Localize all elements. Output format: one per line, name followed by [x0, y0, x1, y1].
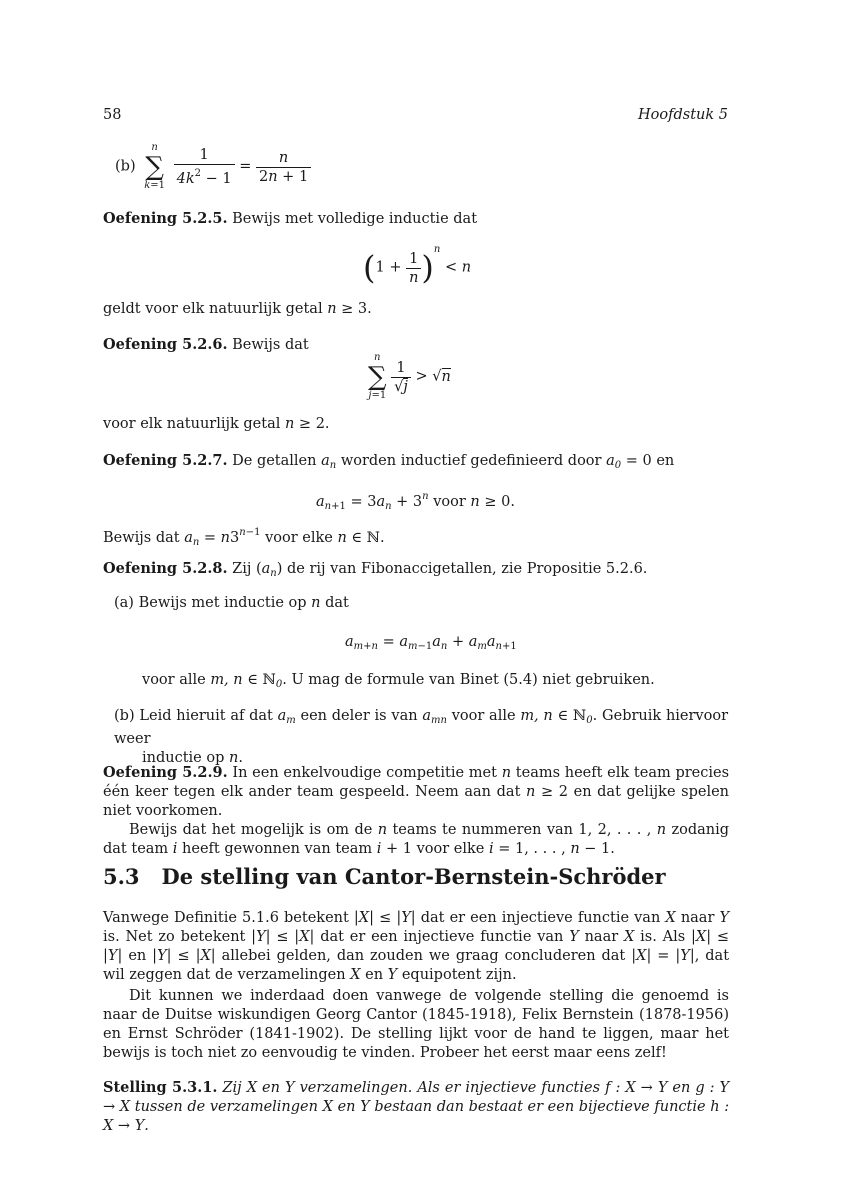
body-text: naar	[584, 929, 619, 945]
body-text: equipotent zijn.	[401, 967, 517, 983]
exercise-text: Bewijs dat het mogelijk is om de	[129, 822, 373, 838]
body-text: dat er een injectieve functie van	[420, 910, 661, 926]
body-text: en	[128, 948, 147, 964]
formula-text: voor	[433, 494, 466, 510]
exercise-text: geldt voor elk natuurlijk getal	[103, 301, 323, 317]
theorem-text: bestaan dan bestaat er een bijectieve functie	[374, 1099, 706, 1115]
exercise-5-2-5	[103, 209, 729, 229]
theorem-label: Stelling 5.3.1.	[103, 1079, 218, 1096]
exercise-text: zodanig dat team	[103, 822, 730, 857]
section-paragraph-1: Vanwege Definitie 5.1.6 betekent |X| ≤ |Y| dat er een injectieve functie van X naar Y is. Net zo betekent |Y| ≤ |X| dat er een injectieve functie van Y naar X is. Als |X| ≤ |Y| en |Y| ≤ |X| allebei gelden, dan zouden we graag concluderen dat |X| = |Y|, dat wil zeggen dat de verzamelingen X en Y equipotent zijn.	[103, 910, 730, 983]
exercise-5-2-8-a-after: voor alle m, n ∈ ℕ$_0$. U mag de formule van Binet (5.4) niet gebruiken.	[142, 672, 655, 690]
exercise-text: Bewijs met volledige inductie dat	[232, 211, 478, 227]
theorem-text: tussen de verzamelingen	[134, 1099, 318, 1115]
exercise-text: een deler is van	[300, 708, 418, 724]
exercise-text: Zij	[232, 561, 252, 577]
theorem-text: en	[672, 1080, 691, 1096]
exercise-label: Oefening 5.2.9.	[103, 764, 228, 781]
item-label: (a)	[114, 595, 134, 611]
formula-5-2-6: n ∑ j=1 $\frac{1}{√j}$ > √n	[368, 352, 451, 401]
body-text: en	[365, 967, 384, 983]
theorem-5-3-1: Stelling 5.3.1. Zij X en Y verzamelingen. Als er injectieve functies f : X → Y en g : Y → X tussen de verzamelingen X en Y bestaan dan bestaat er een bijectieve functie h : X → Y.	[103, 1079, 730, 1134]
theorem-text: en	[337, 1099, 356, 1115]
formula-b-top: (b) n ∑ k=1 $\frac{1}{4k^2 - 1}$ = $\frac{n}{2n + 1}$	[115, 142, 311, 192]
exercise-5-2-9: Oefening 5.2.9. In een enkelvoudige competitie met n teams heeft elk team precies één keer tegen elk ander team gespeeld. Neem aan dat n ≥ 2 en dat gelijke spelen niet voorkomen. Bewijs dat het mogelijk is om de n teams te nummeren van 1, 2, . . . , n zodanig dat team i heeft gewonnen van team i + 1 voor elke i = 1, . . . , n − 1.	[103, 764, 730, 857]
exercise-5-2-8-b: (b) Leid hieruit af dat $a_m$ een deler is van $a_{mn}$ voor alle m, n ∈ ℕ$_0$. Gebruik hiervoor weer inductie op n.	[114, 708, 729, 766]
theorem-text: verzamelingen. Als er injectieve functies	[299, 1080, 601, 1096]
exercise-text: Bewijs dat	[232, 337, 309, 353]
body-text: , dat wil zeggen dat de verzamelingen	[103, 948, 730, 983]
exercise-text: Gebruik hiervoor weer	[114, 708, 729, 747]
exercise-text: voor elke	[265, 530, 333, 546]
item-label: (b)	[115, 158, 136, 175]
exercise-5-2-5-after: geldt voor elk natuurlijk getal n ≥ 3.	[103, 301, 372, 317]
theorem-text: Zij	[222, 1080, 242, 1096]
exercise-text: en	[656, 453, 675, 469]
exercise-5-2-6-after: voor elk natuurlijk getal n ≥ 2.	[103, 416, 330, 432]
section-heading	[103, 864, 666, 889]
exercise-text: worden inductief gedefinieerd door	[340, 453, 602, 469]
body-text: allebei gelden, dan zouden we graag concluderen dat	[221, 948, 626, 964]
exercise-label: Oefening 5.2.6.	[103, 336, 228, 353]
exercise-text: Leid hieruit af dat	[139, 708, 273, 724]
exercise-5-2-8: Oefening 5.2.8. Zij $(a_n)$ de rij van Fibonaccigetallen, zie Propositie 5.2.6.	[103, 560, 648, 579]
running-header: Hoofdstuk 5	[638, 107, 728, 123]
section-number: 5.3	[103, 864, 140, 889]
body-text: naar	[680, 910, 715, 926]
exercise-text: De getallen	[232, 453, 317, 469]
exercise-text: teams heeft elk team precies één keer tegen elk ander team gespeeld. Neem aan dat	[103, 765, 730, 800]
section-title: De stelling van Cantor-Bernstein-Schröder	[161, 864, 666, 889]
exercise-5-2-7: Oefening 5.2.7. De getallen $a_n$ worden inductief gedefinieerd door $a_0 = 0$ en	[103, 452, 675, 471]
exercise-text: teams te nummeren van	[392, 822, 574, 838]
exercise-text: In een enkelvoudige competitie met	[232, 765, 497, 781]
exercise-5-2-8-a: (a) Bewijs met inductie op n dat	[114, 595, 349, 611]
exercise-text: voor elk natuurlijk getal	[103, 416, 281, 432]
body-text: is. Als	[640, 929, 686, 945]
body-text: is. Net zo betekent	[103, 929, 246, 945]
exercise-text: voor alle	[142, 672, 206, 688]
exercise-label: Oefening 5.2.8.	[103, 560, 228, 577]
exercise-label: Oefening 5.2.5.	[103, 210, 228, 227]
body-text: dat er een injectieve functie van	[320, 929, 564, 945]
exercise-text: U mag de formule van Binet (5.4) niet gebruiken.	[291, 672, 655, 688]
theorem-text: en	[262, 1080, 280, 1096]
exercise-text: de rij van Fibonaccigetallen, zie Propositie 5.2.6.	[287, 561, 648, 577]
exercise-label: Oefening 5.2.7.	[103, 452, 228, 469]
formula-5-2-8: $a_{m+n} = a_{m-1}a_n + a_ma_{n+1}$	[345, 634, 517, 652]
exercise-5-2-6	[103, 335, 309, 355]
exercise-text: inductie op	[142, 750, 225, 766]
exercise-text: Bewijs dat	[103, 530, 180, 546]
item-label: (b)	[114, 708, 135, 724]
body-text: Vanwege Definitie 5.1.6 betekent	[103, 910, 349, 926]
section-paragraph-2: Dit kunnen we inderdaad doen vanwege de volgende stelling die genoemd is naar de Duitse wiskundigen Georg Cantor (1845-1918), Felix Bernstein (1878-1956) en Ernst Schröder (1841-1902). De stelling lijkt voor de hand te liggen, maar het bewijs is toch niet zo eenvoudig te vinden. Probeer het eerst maar eens zelf!	[103, 988, 729, 1061]
exercise-text: heeft gewonnen van team	[182, 841, 373, 857]
formula-5-2-7: $a_{n+1} = 3a_n + 3^n$ voor n ≥ 0.	[316, 491, 515, 512]
formula-5-2-5: (1 + $\frac{1}{n}$ )$^n$ < n	[363, 244, 472, 287]
page-number: 58	[103, 107, 122, 123]
exercise-text: Bewijs met inductie op	[138, 595, 307, 611]
exercise-text: dat	[325, 595, 349, 611]
exercise-text: voor alle	[451, 708, 516, 724]
exercise-text: en dat gelijke spelen niet voorkomen.	[103, 784, 729, 819]
exercise-5-2-7-after: Bewijs dat $a_n = n3^{n-1}$ voor elke n ∈ ℕ.	[103, 527, 385, 548]
exercise-text: voor elke	[416, 841, 485, 857]
